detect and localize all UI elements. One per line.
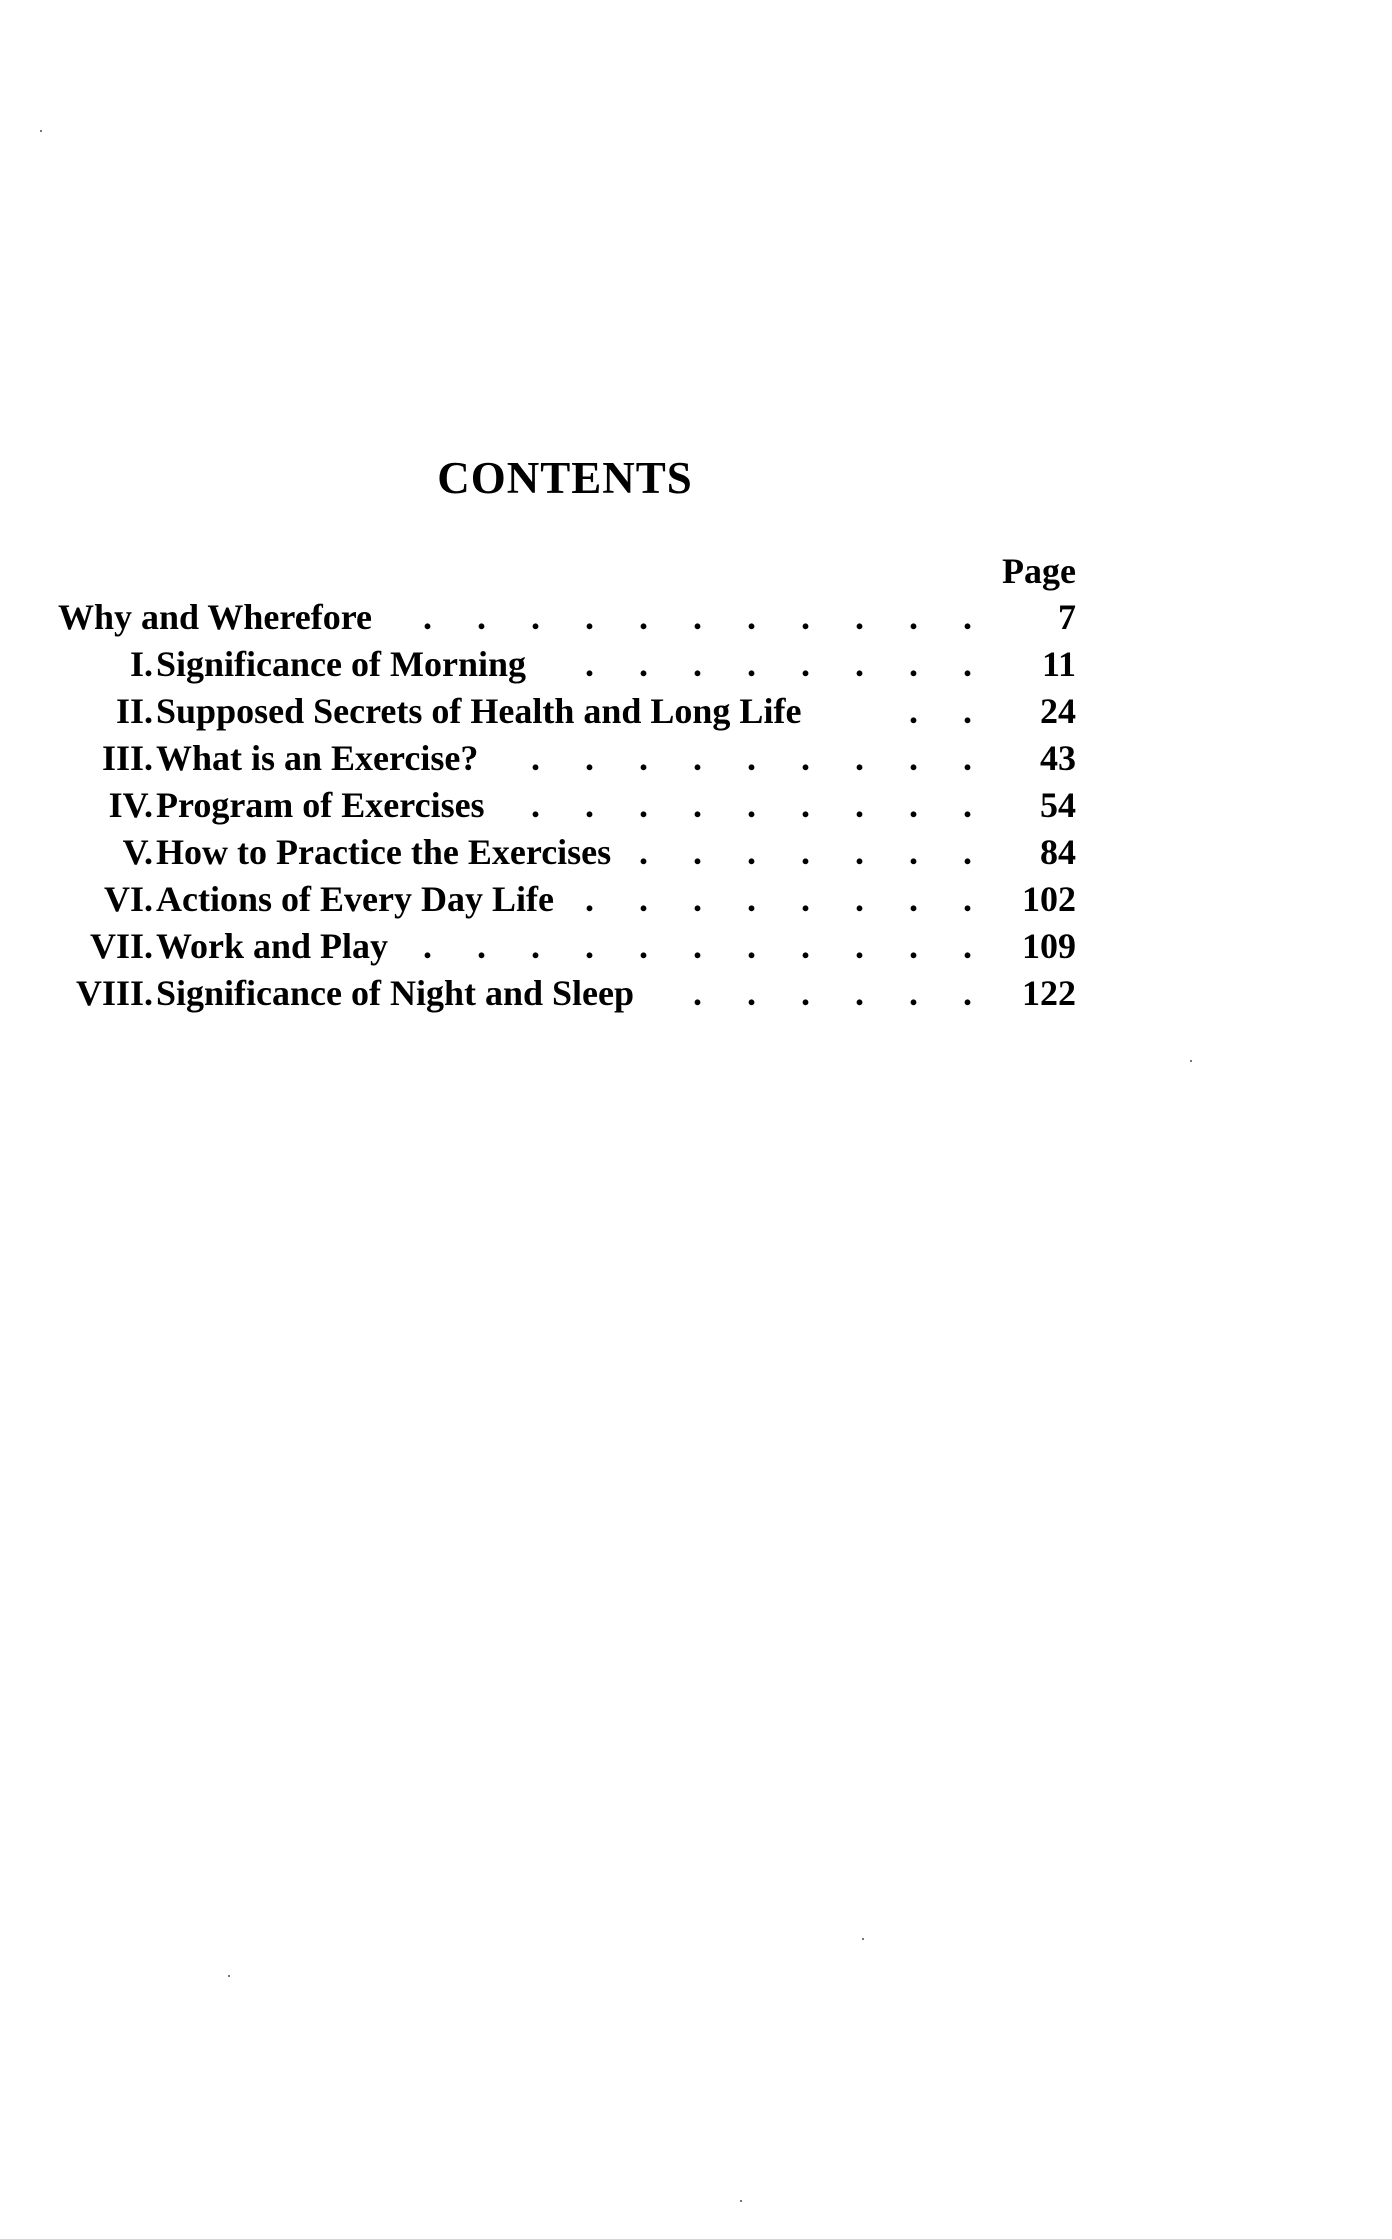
toc-entry-page: 7 xyxy=(1058,597,1076,637)
chapter-numeral: II. xyxy=(115,691,153,731)
toc-entry xyxy=(58,688,1076,735)
chapter-numeral: I. xyxy=(129,644,153,684)
dot-leader: . . . . . . . . . xyxy=(531,738,990,778)
dot-leader: . . . . . . . . xyxy=(585,879,990,919)
dot-leader: . . . . . . . . . xyxy=(531,785,990,825)
toc-entry-title: Significance of Night and Sleep xyxy=(156,973,635,1013)
toc-entry xyxy=(58,876,1076,923)
toc-entry xyxy=(58,829,1076,876)
toc-entry xyxy=(58,641,1076,688)
chapter-numeral: III. xyxy=(101,738,153,778)
toc-entry-title: Actions of Every Day Life xyxy=(156,879,554,919)
toc-entry-page: 43 xyxy=(1040,738,1076,778)
toc-entry-page: 24 xyxy=(1040,691,1076,731)
paper-speck xyxy=(40,130,42,132)
toc-entry-page: 54 xyxy=(1040,785,1076,825)
toc-entry-page: 84 xyxy=(1040,832,1076,872)
toc-entry-page: 122 xyxy=(1022,973,1076,1013)
toc-entry-title: Work and Play xyxy=(156,926,389,966)
paper-speck xyxy=(1190,1060,1192,1062)
paper-speck xyxy=(740,2200,742,2202)
paper-speck xyxy=(862,1938,864,1940)
toc-entry-title: Supposed Secrets of Health and Long Life xyxy=(156,691,802,731)
toc-entry-title: What is an Exercise? xyxy=(156,738,479,778)
chapter-numeral: IV. xyxy=(108,785,153,825)
toc-entry-title: Program of Exercises xyxy=(156,785,485,825)
chapter-numeral: VIII. xyxy=(75,973,153,1013)
page-column-header: Page xyxy=(1002,551,1076,591)
chapter-numeral: VI. xyxy=(103,879,153,919)
chapter-numeral: V. xyxy=(122,832,153,872)
dot-leader: . . . . . . . . xyxy=(585,644,990,684)
dot-leader: . . xyxy=(909,691,990,731)
toc-entry xyxy=(58,782,1076,829)
dot-leader: . . . . . . xyxy=(693,973,990,1013)
contents-heading: CONTENTS xyxy=(437,453,693,503)
toc-entry-title: How to Practice the Exercises xyxy=(156,832,612,872)
chapter-numeral: VII. xyxy=(89,926,153,966)
toc-entry xyxy=(58,594,1076,641)
dot-leader: . . . . . . . . . . . xyxy=(423,926,990,966)
dot-leader: . . . . . . . . . . . xyxy=(423,597,990,637)
toc-entry xyxy=(58,735,1076,782)
toc-entry xyxy=(58,970,1076,1017)
toc-entry xyxy=(58,923,1076,970)
toc-entry-page: 109 xyxy=(1022,926,1076,966)
dot-leader: . . . . . . . xyxy=(639,832,990,872)
toc-entry-page: 102 xyxy=(1022,879,1076,919)
toc-entry-title: Significance of Morning xyxy=(156,644,526,684)
toc-entry-title: Why and Wherefore xyxy=(58,597,373,637)
toc-entry-page: 11 xyxy=(1041,644,1076,684)
paper-speck xyxy=(228,1975,230,1977)
table-of-contents xyxy=(58,594,1076,1017)
